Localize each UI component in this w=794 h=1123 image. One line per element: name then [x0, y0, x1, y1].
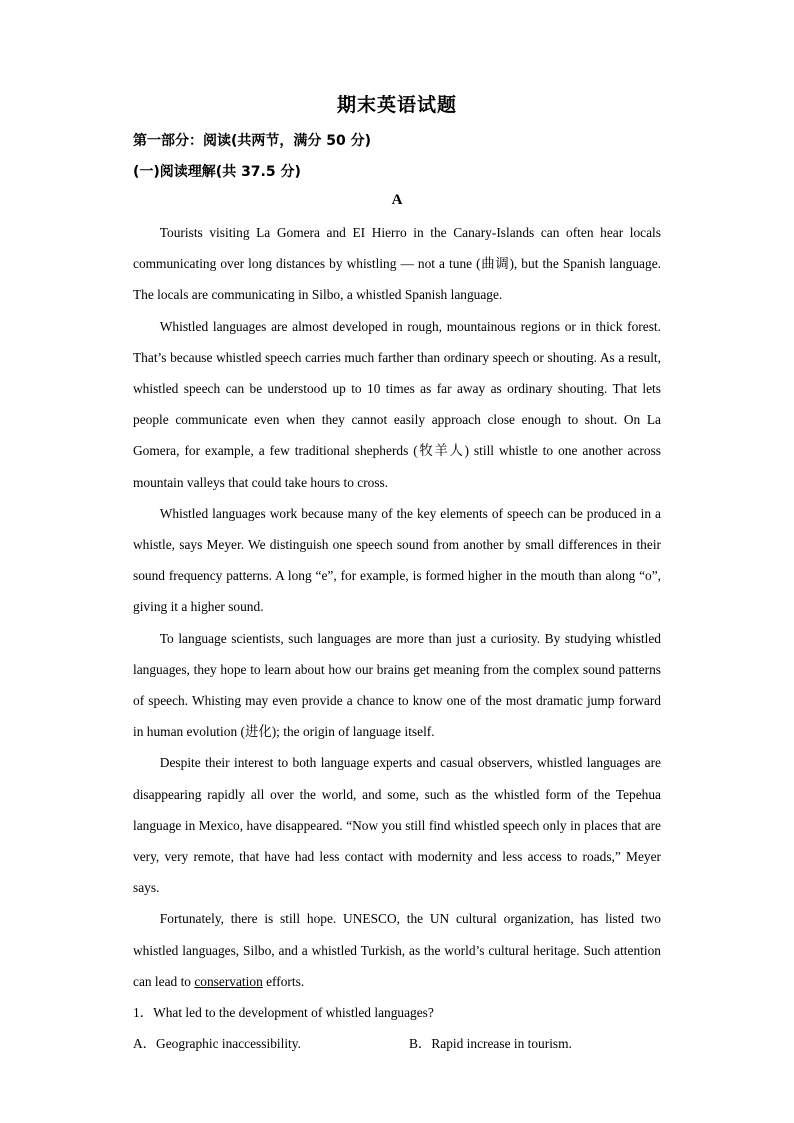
- question-stem: 1．What led to the development of whistled languages?: [133, 1005, 434, 1020]
- paragraph-6: [133, 903, 661, 997]
- question-options: [133, 1028, 661, 1059]
- option-a[interactable]: A．Geographic inaccessibility.: [133, 1036, 301, 1052]
- page-title: 期末英语试题: [336, 94, 457, 116]
- paragraph-6-text-before: Fortunately, there is still hope. UNESCO, the UN cultural organization, has listed two whistled languages, Silbo, and a whistled Turkish, as the world’s cultural heritage. Such attention can lead to: [133, 911, 661, 989]
- paragraph-3: Whistled languages work because many of the key elements of speech can be produced in a whistle, says Meyer. We distinguish one speech sound from another by small differences in their sound frequency patterns. A long “e”, for example, is formed higher in the mouth than along “o”, giving it a higher sound.: [133, 505, 661, 615]
- paragraph-2: Whistled languages are almost developed in rough, mountainous regions or in thick forest. That’s because whistled speech carries much farther than ordinary speech or shouting. As a result, whistled speech can be understood up to 10 times as far away as ordinary shouting. That lets people communicate even when they cannot easily approach close enough to shout. On La Gomera, for example, a few traditional shepherds (牧羊人) still whistle to one another across mountain valleys that could take hours to cross.: [133, 318, 661, 490]
- section-heading: (一)阅读理解(共 37.5 分): [133, 164, 301, 180]
- underlined-word: conservation: [194, 973, 263, 989]
- passage-label: A: [391, 192, 403, 208]
- option-b[interactable]: B．Rapid increase in tourism.: [409, 1036, 572, 1052]
- part-heading: 第一部分：阅读(共两节，满分 50 分): [133, 133, 372, 149]
- paragraph-6-text-after: efforts.: [262, 973, 305, 989]
- paragraph-4: To language scientists, such languages are more than just a curiosity. By studying whistled languages, they hope to learn about how our brains get meaning from the complex sound patterns of speech. Whisting may even provide a chance to know one of the most dramatic jump forward in human evolution (进化); the origin of language itself.: [133, 630, 661, 740]
- paragraph-1: Tourists visiting La Gomera and EI Hierro in the Canary-Islands can often hear locals communicating over long distances by whistling — not a tune (曲调), but the Spanish language. The locals are communicating in Silbo, a whistled Spanish language.: [133, 225, 661, 303]
- question-1: [133, 997, 661, 1059]
- passage-body: [133, 217, 661, 997]
- paragraph-5: Despite their interest to both language experts and casual observers, whistled languages are disappearing rapidly all over the world, and some, such as the whistled form of the Tepehua language in Mexico, have disappeared. “Now you still find whistled speech only in places that are very, very remote, that have had less contact with modernity and less access to roads,” Meyer says.: [133, 755, 661, 896]
